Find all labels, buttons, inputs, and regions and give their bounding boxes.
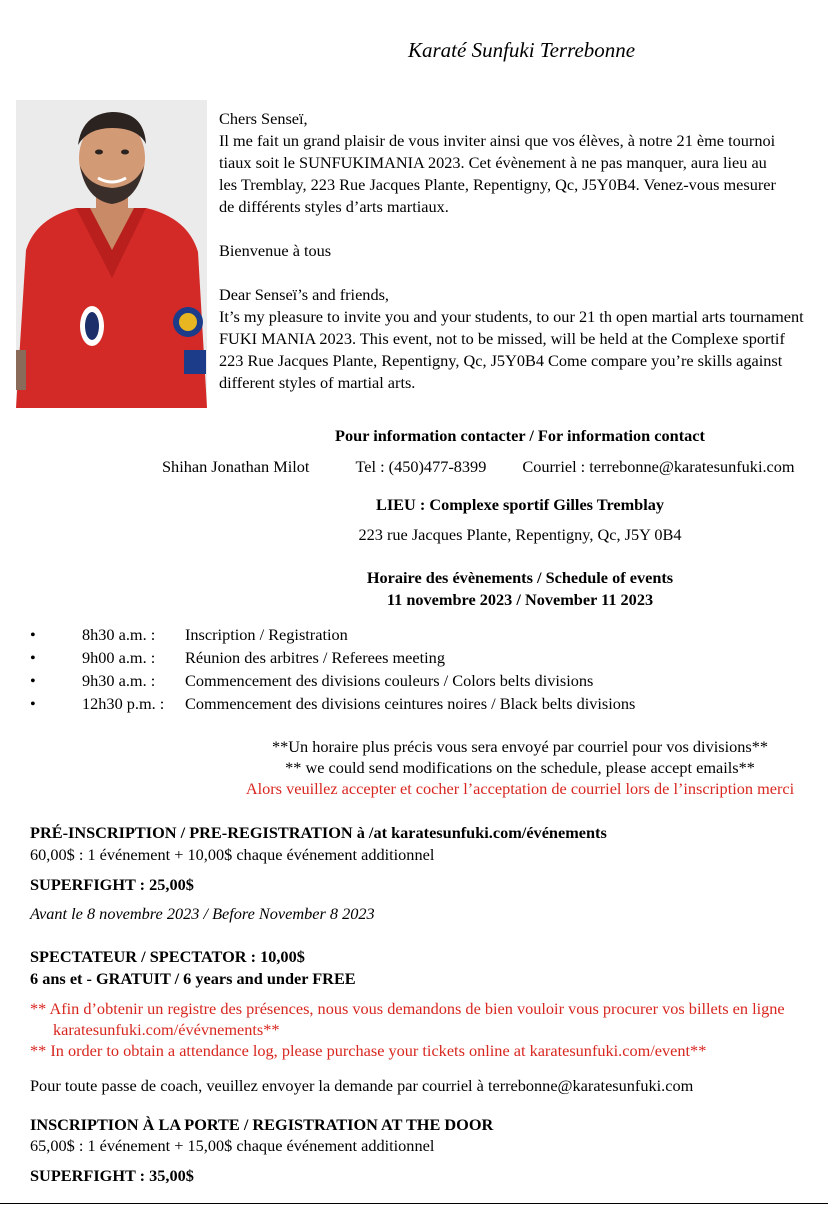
schedule-note: **Un horaire plus précis vous sera envoyé par courriel pour vos divisions**	[271, 737, 768, 756]
door-superfight: SUPERFIGHT : 35,00$	[30, 1166, 194, 1185]
coach-pass-note: Pour toute passe de coach, veuillez envoyer la demande par courriel à terrebonne@karatesunfuki.com	[30, 1076, 694, 1095]
intro-fr-line: les Tremblay, 223 Rue Jacques Plante, Repentigny, Qc, J5Y0B4. Venez-vous mesurer	[219, 175, 776, 194]
greeting-en: Dear Senseï’s and friends,	[219, 285, 389, 304]
contact-name: Shihan Jonathan Milot	[162, 457, 310, 476]
spectator-free: 6 ans et - GRATUIT / 6 years and under FREE	[30, 969, 356, 988]
contact-phone: Tel : (450)477-8399	[355, 457, 487, 476]
preregistration-superfight: SUPERFIGHT : 25,00$	[30, 875, 194, 894]
preregistration-deadline: Avant le 8 novembre 2023 / Before November 8 2023	[30, 904, 375, 923]
bullet: •	[30, 694, 36, 713]
preregistration-price: 60,00$ : 1 événement + 10,00$ chaque événement additionnel	[30, 845, 435, 864]
schedule-event: Commencement des divisions ceintures noires / Black belts divisions	[185, 694, 636, 713]
schedule-time: 8h30 a.m. :	[82, 625, 156, 644]
preregistration-heading: PRÉ-INSCRIPTION / PRE-REGISTRATION à /at karatesunfuki.com/événements	[30, 823, 607, 842]
welcome-text: Bienvenue à tous	[219, 241, 332, 260]
contact-row	[162, 456, 795, 478]
schedule-time: 9h00 a.m. :	[82, 648, 156, 667]
location-heading: LIEU : Complexe sportif Gilles Tremblay	[375, 495, 665, 514]
schedule-heading: Horaire des évènements / Schedule of events	[366, 568, 674, 587]
greeting-fr: Chers Senseï,	[219, 109, 308, 128]
door-heading: INSCRIPTION À LA PORTE / REGISTRATION AT THE DOOR	[30, 1115, 494, 1134]
intro-en-line: FUKI MANIA 2023. This event, not to be missed, will be held at the Complexe sportif	[219, 329, 785, 348]
door-price: 65,00$ : 1 événement + 15,00$ chaque événement additionnel	[30, 1136, 435, 1155]
schedule-time: 12h30 p.m. :	[82, 694, 165, 713]
intro-fr-line: tiaux soit le SUNFUKIMANIA 2023. Cet évènement à ne pas manquer, aura lieu au	[219, 153, 767, 172]
intro-fr-line: Il me fait un grand plaisir de vous inviter ainsi que vos élèves, à notre 21 ème tournoi	[219, 131, 776, 150]
spectator-note-en: ** In order to obtain a attendance log, please purchase your tickets online at karatesunfuki.com/event**	[30, 1041, 707, 1060]
schedule-date: 11 novembre 2023 / November 11 2023	[386, 590, 654, 609]
location-address: 223 rue Jacques Plante, Repentigny, Qc, J5Y 0B4	[358, 525, 682, 544]
contact-heading: Pour information contacter / For information contact	[335, 426, 705, 445]
intro-letter	[219, 108, 804, 394]
bullet: •	[30, 648, 36, 667]
schedule-event: Réunion des arbitres / Referees meeting	[185, 648, 445, 667]
intro-fr-line: de différents styles d’arts martiaux.	[219, 197, 449, 216]
bullet: •	[30, 625, 36, 644]
contact-email[interactable]: Courriel : terrebonne@karatesunfuki.com	[522, 457, 795, 476]
spectator-heading: SPECTATEUR / SPECTATOR : 10,00$	[30, 947, 305, 966]
intro-en-line: different styles of martial arts.	[219, 373, 416, 392]
schedule-notes	[0, 736, 828, 799]
schedule-time: 9h30 a.m. :	[82, 671, 156, 690]
spectator-note-fr-link: karatesunfuki.com/évévnements**	[53, 1020, 280, 1039]
person-illustration	[16, 100, 207, 408]
spectator-note-fr: ** Afin d’obtenir un registre des présences, nous vous demandons de bien vouloir vous procurer vos billets en ligne	[30, 999, 785, 1018]
bullet: •	[30, 671, 36, 690]
schedule-note: ** we could send modifications on the schedule, please accept emails**	[285, 758, 755, 777]
intro-en-line: It’s my pleasure to invite you and your students, to our 21 th open martial arts tournament	[219, 307, 804, 326]
instructor-photo	[16, 100, 207, 408]
page-bottom-rule	[0, 1203, 828, 1204]
schedule-event: Commencement des divisions couleurs / Colors belts divisions	[185, 671, 594, 690]
document-title: Karaté Sunfuki Terrebonne	[408, 38, 636, 62]
intro-en-line: 223 Rue Jacques Plante, Repentigny, Qc, J5Y0B4 Come compare you’re skills against	[219, 351, 783, 370]
schedule-note-red: Alors veuillez accepter et cocher l’acceptation de courriel lors de l’inscription merci	[245, 779, 795, 798]
schedule-event: Inscription / Registration	[185, 625, 348, 644]
